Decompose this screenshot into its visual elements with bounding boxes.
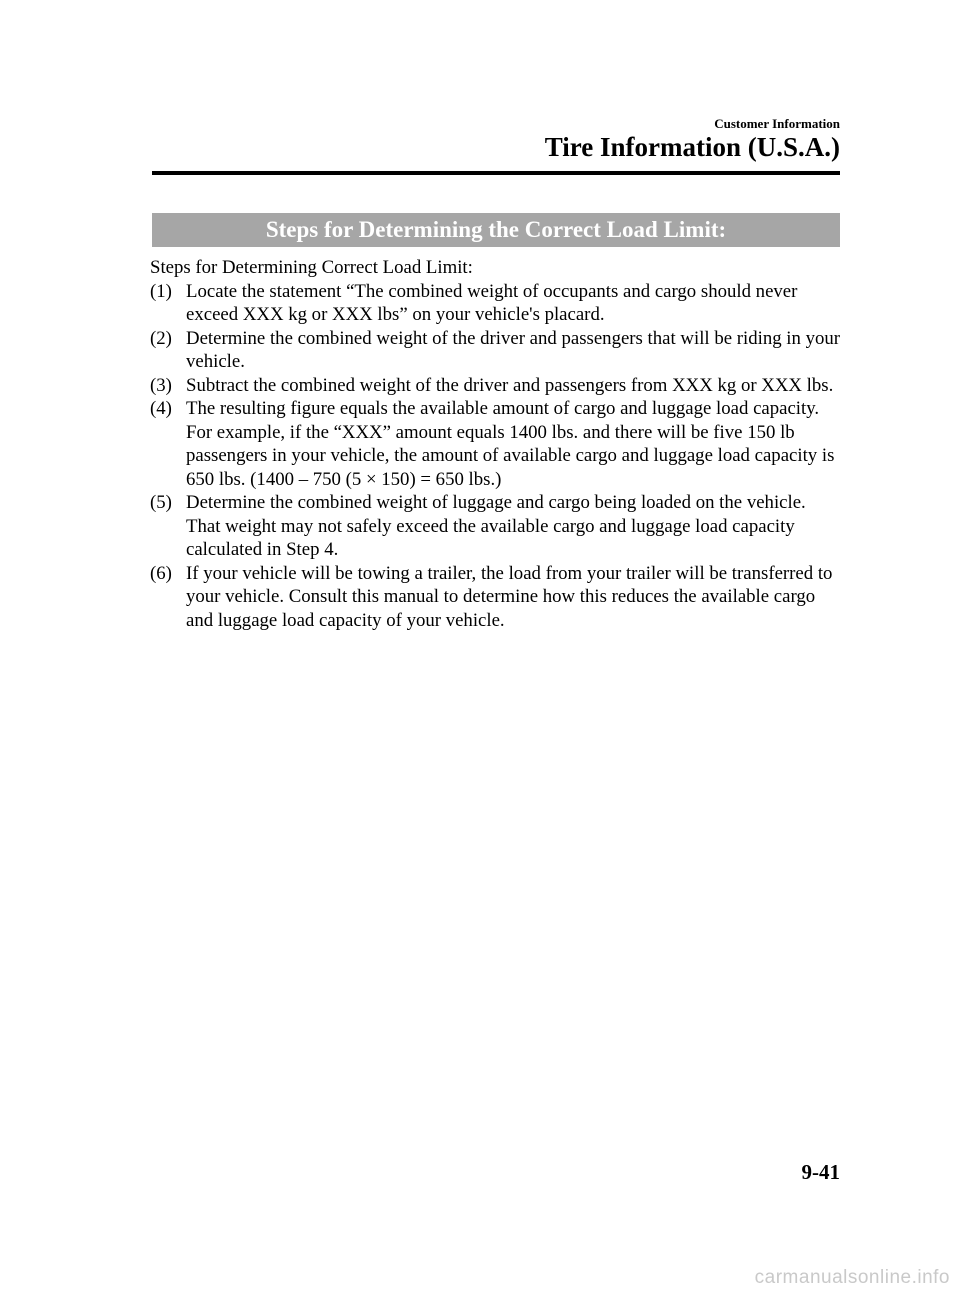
step-item — [150, 327, 842, 374]
step-text: Determine the combined weight of the driver and passengers that will be riding in your vehicle. — [186, 327, 841, 372]
step-number: (4) — [150, 398, 172, 419]
page-header-section-label: Customer Information — [714, 116, 840, 131]
step-text: Subtract the combined weight of the driver and passengers from XXX kg or XXX lbs. — [186, 374, 834, 396]
step-text: Locate the statement “The combined weight of occupants and cargo should never exceed XXX kg or XXX lbs” on your vehicle's placard. — [186, 280, 798, 325]
section-intro: Steps for Determining Correct Load Limit: — [150, 257, 473, 278]
step-item — [150, 280, 842, 327]
header-divider — [152, 171, 840, 175]
step-item — [150, 562, 842, 633]
section-content — [150, 256, 842, 632]
step-item — [150, 374, 842, 398]
step-number: (5) — [150, 492, 172, 513]
step-text: The resulting figure equals the available amount of cargo and luggage load capacity. For example, if the “XXX” amount equals 1400 lbs. and there will be five 150 lb passengers in your vehicle, the amount of available cargo and luggage load capacity is 650 lbs. (1400 – 750 (5 × 150) = 650 lbs.) — [186, 398, 835, 490]
step-text: If your vehicle will be towing a trailer, the load from your trailer will be transferred to your vehicle. Consult this manual to determine how this reduces the available cargo and luggage load capacity of your vehicle. — [186, 562, 833, 631]
step-number: (6) — [150, 562, 172, 584]
page-header-chapter-title: Tire Information (U.S.A.) — [544, 132, 840, 162]
page-number: 9-41 — [801, 1160, 840, 1184]
step-number: (2) — [150, 327, 172, 349]
step-number: (1) — [150, 280, 172, 302]
step-text: Determine the combined weight of luggage and cargo being loaded on the vehicle. That weight may not safely exceed the available cargo and luggage load capacity calculated in Step 4. — [186, 492, 806, 560]
watermark-link[interactable]: carmanualsonline.info — [754, 1267, 950, 1288]
step-item — [150, 397, 842, 491]
step-item — [150, 491, 842, 562]
section-banner: Steps for Determining the Correct Load Limit: — [152, 213, 840, 247]
step-number: (3) — [150, 374, 172, 396]
